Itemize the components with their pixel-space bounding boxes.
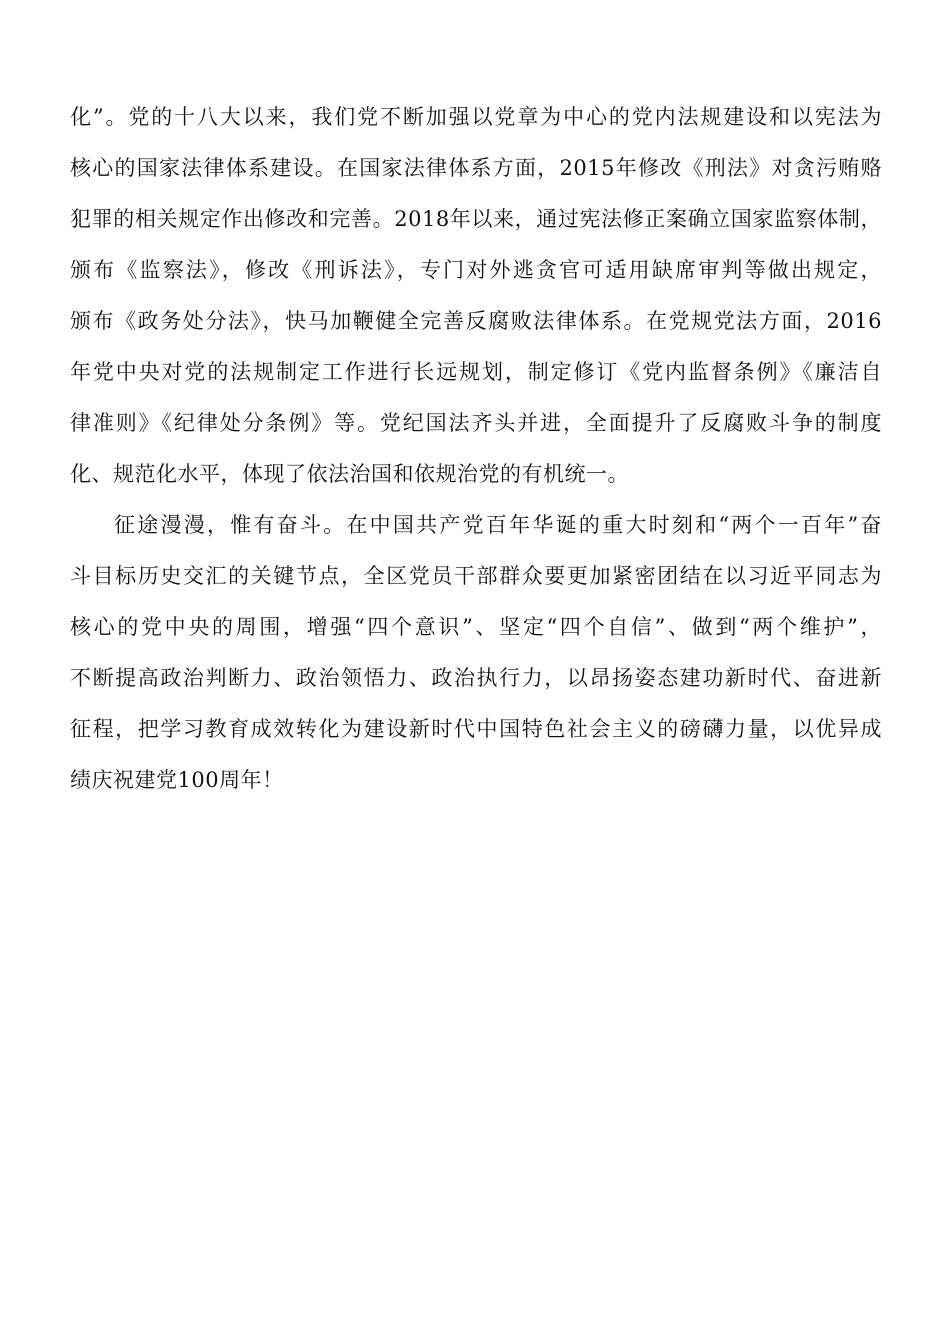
document-body [70,92,882,806]
text-line: 征程，把学习教育成效转化为建设新时代中国特色社会主义的磅礴力量，以优异成 [70,717,882,741]
paragraph-anti-corruption-law [70,92,882,500]
text-line: 律准则》《纪律处分条例》等。党纪国法齐头并进，全面提升了反腐败斗争的制度 [70,411,882,435]
text-line: 年党中央对党的法规制定工作进行长远规划，制定修订《党内监督条例》《廉洁自 [70,360,882,384]
text-line: 斗目标历史交汇的关键节点，全区党员干部群众要更加紧密团结在以习近平同志为 [70,564,882,588]
text-line: 不断提高政治判断力、政治领悟力、政治执行力，以昂扬姿态建功新时代、奋进新 [70,666,882,690]
text-line: 核心的党中央的周围，增强“四个意识”、坚定“四个自信”、做到“两个维护”， [70,615,882,639]
text-line: 化、规范化水平，体现了依法治国和依规治党的有机统一。 [70,462,629,486]
text-line: 颁布《监察法》，修改《刑诉法》，专门对外逃贪官可适用缺席审判等做出规定， [70,258,882,282]
paragraph-closing [70,500,882,806]
text-line: 犯罪的相关规定作出修改和完善。2018年以来，通过宪法修正案确立国家监察体制， [70,207,882,231]
text-line: 绩庆祝建党100周年！ [70,768,284,792]
text-line: 核心的国家法律体系建设。在国家法律体系方面，2015年修改《刑法》对贪污贿赂 [70,156,882,180]
text-line: 颁布《政务处分法》，快马加鞭健全完善反腐败法律体系。在党规党法方面，2016 [70,309,882,333]
text-line: 化”。党的十八大以来，我们党不断加强以党章为中心的党内法规建设和以宪法为 [70,105,882,129]
text-line: 征途漫漫，惟有奋斗。在中国共产党百年华诞的重大时刻和“两个一百年”奋 [114,513,882,537]
